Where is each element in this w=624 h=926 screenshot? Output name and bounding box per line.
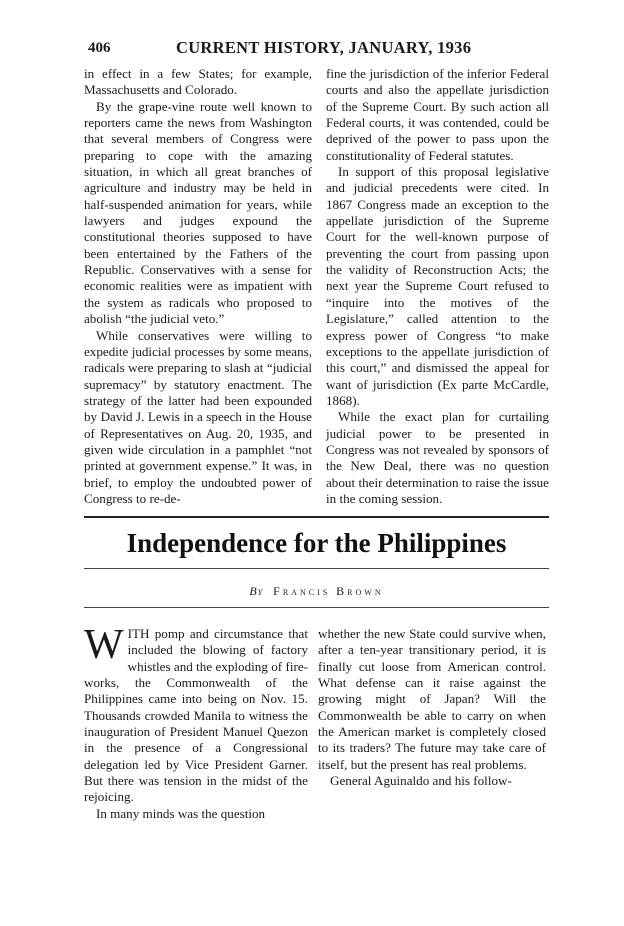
paragraph: whether the new State could survive when, after a ten-year transitionary period, it is finally cut loose from American control. What defense can it raise against the growing might of Japan? Will the Commonwealth be able to carry on when the American market is completely closed to its traders? The future may take care of itself, but the present has real problems. xyxy=(318,626,546,772)
previous-article-left-column xyxy=(84,66,312,507)
byline xyxy=(84,584,549,599)
title-rule xyxy=(84,568,549,569)
page-number: 406 xyxy=(88,40,111,56)
author-name: Francis Brown xyxy=(273,584,384,598)
article-title: Independence for the Philippines xyxy=(126,528,507,558)
byline-rule xyxy=(84,607,549,608)
paragraph: By the grape-vine route well known to reporters came the news from Washington that several members of Congress were preparing to cope with the amazing situation, in which all great branches of agriculture and industry may be held in half-suspended animation for years, while lawyers and judges expound the constitutional theories supposed to have been entertained by the Fathers of the Republic. Conservatives with a sense for economic realities were as impatient with the system as radicals who proposed to abolish “the judicial veto.” xyxy=(84,98,312,327)
paragraph: In many minds was the question xyxy=(96,805,266,821)
drop-cap: W xyxy=(84,622,124,668)
paragraph: in effect in a few States; for example, Massachusetts and Colorado. xyxy=(84,66,312,98)
opening-text: ITH pomp and circumstance that included the blowing of factory whistles and the exploding of fire-works, the Commonwealth of the Philippines came into being on Nov. 15. Thousands crowded Manila to witness the inauguration of President Manuel Quezon in the presence of a Congressional delegation led by Vice President Garner. But there was tension in the midst of the rejoicing. xyxy=(84,626,308,805)
article-right-column xyxy=(318,626,546,789)
byline-prefix: By xyxy=(249,584,264,598)
opening-paragraph xyxy=(84,622,308,806)
article-left-column xyxy=(84,622,308,822)
paragraph: In support of this proposal legislative and judicial precedents were cited. In 1867 Congress made an exception to the appellate jurisdiction of the Supreme Court for the well-known purpose of preventing the court from passing upon the validity of Reconstruction Acts; the next year the Supreme Court refused to “inquire into the motives of the Legislature,” called attention to the express power of Congress “to make exceptions to the appellate jurisdiction of this court,” and dismissed the appeal for want of jurisdiction (Ex parte McCardle, 1868). xyxy=(326,164,549,408)
section-divider xyxy=(84,516,549,518)
paragraph: While conservatives were willing to expedite judicial processes by some means, radicals were preparing to slash at “judicial supremacy” by statutory enactment. The strategy of the latter had been expounded by David J. Lewis in a speech in the House of Representatives on Aug. 20, 1935, and given wide circulation in a pamphlet “not printed at government expense.” It was, in brief, to employ the undoubted power of Congress to re-de- xyxy=(84,327,312,506)
paragraph: While the exact plan for curtailing judicial power to be presented in Congress was not revealed by sponsors of the New Deal, there was no question about their determination to raise the issue in the coming session. xyxy=(326,409,549,506)
running-title: CURRENT HISTORY, JANUARY, 1936 xyxy=(176,38,472,57)
paragraph: General Aguinaldo and his follow- xyxy=(330,773,512,789)
previous-article-right-column xyxy=(326,66,549,507)
paragraph: fine the jurisdiction of the inferior Federal courts and also the appellate jurisdiction of the Supreme Court. By such action all Federal courts, it was contended, could be deprived of the power to pass upon the constitutionality of Federal statutes. xyxy=(326,66,549,163)
running-header xyxy=(82,38,542,62)
